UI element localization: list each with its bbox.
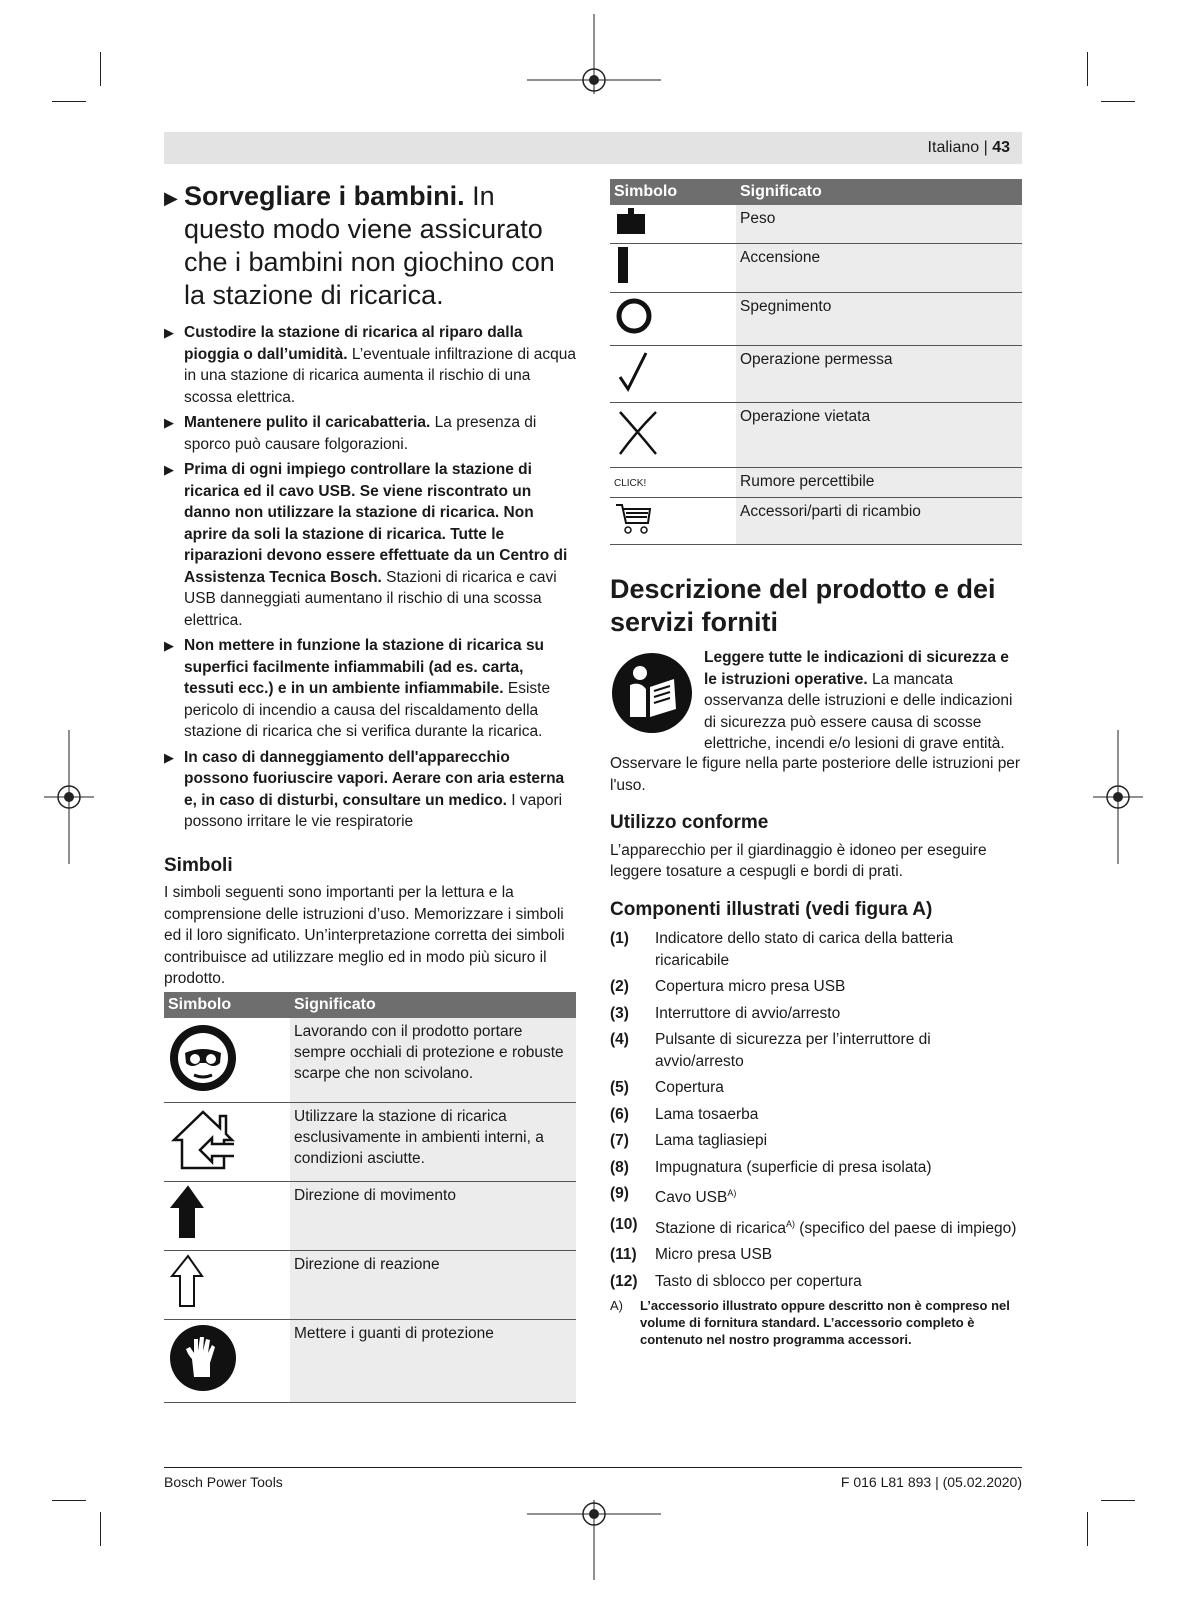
component-number: (6) bbox=[610, 1105, 629, 1123]
component-sup: A) bbox=[727, 1188, 737, 1198]
header-language: Italiano bbox=[927, 139, 980, 156]
bullet-text: I vapori possono irritare le vie respiratorie bbox=[184, 791, 563, 830]
list-item bbox=[610, 1104, 1022, 1126]
crop-mark bbox=[52, 1500, 86, 1501]
component-number: (9) bbox=[610, 1185, 629, 1202]
list-item bbox=[610, 976, 1022, 998]
component-text: Interruttore di avvio/arresto bbox=[655, 1004, 841, 1022]
registration-mark-icon bbox=[527, 14, 661, 124]
list-item bbox=[610, 1183, 1022, 1209]
symbol-cell bbox=[610, 403, 736, 468]
component-text-extra: (specifico del paese di impiego) bbox=[794, 1219, 1017, 1237]
reaction-arrow-icon bbox=[168, 1254, 208, 1310]
component-label bbox=[655, 1077, 724, 1099]
header-page: 43 bbox=[992, 139, 1010, 156]
component-text: Indicatore dello stato di carica della batteria ricaricabile bbox=[655, 930, 954, 969]
table-row bbox=[164, 1018, 576, 1103]
component-number: (8) bbox=[610, 1158, 629, 1176]
symbol-cell bbox=[610, 346, 736, 403]
component-text: Impugnatura (superficie di presa isolata) bbox=[655, 1158, 932, 1176]
bullet-bold: Mantenere pulito il caricabatteria. bbox=[184, 414, 431, 431]
indoor-house-icon bbox=[168, 1106, 238, 1172]
crop-mark bbox=[1087, 52, 1088, 86]
meaning-cell: Accensione bbox=[736, 244, 1022, 293]
read-manual-icon bbox=[610, 651, 694, 735]
page-number bbox=[928, 139, 1010, 157]
bullet-bold: Custodire la stazione di ricarica al riparo dalla pioggia o dall’umidità. bbox=[184, 324, 523, 363]
col-header-meaning: Significato bbox=[290, 992, 576, 1018]
component-label bbox=[655, 1271, 862, 1293]
use-heading: Utilizzo conforme bbox=[610, 812, 769, 833]
bullet-text: La presenza di sporco può causare folgorazioni. bbox=[184, 414, 537, 453]
component-label bbox=[655, 1003, 840, 1025]
use-text: L’apparecchio per il giardinaggio è idoneo per eseguire leggere tosature a cespugli e bordi di prati. bbox=[610, 841, 987, 880]
footer-right: F 016 L81 893 | (05.02.2020) bbox=[840, 1474, 1022, 1490]
table-row bbox=[610, 244, 1022, 293]
symbols-intro: I simboli seguenti sono importanti per la lettura e la comprensione delle istruzioni d’uso. Memorizzare i simboli ed il loro significato. Un’interpretazione corretta dei simboli contribuisce ad utilizzare meglio ed in modo più sicuro il prodotto. bbox=[164, 884, 565, 987]
list-item bbox=[610, 1214, 1022, 1240]
component-sup: A) bbox=[785, 1218, 795, 1229]
symbols-table-right bbox=[610, 179, 1022, 545]
col-header-meaning: Significato bbox=[736, 179, 1022, 205]
crop-mark bbox=[100, 1512, 101, 1546]
power-on-icon bbox=[614, 247, 634, 283]
bullet-triangle-icon: ▶ bbox=[164, 415, 174, 430]
symbols-heading: Simboli bbox=[164, 854, 233, 876]
safety-bullet bbox=[164, 459, 576, 631]
list-item bbox=[610, 928, 1022, 971]
component-label bbox=[655, 1214, 1016, 1240]
table-row bbox=[164, 1319, 576, 1402]
list-item bbox=[610, 1157, 1022, 1179]
lead-warning bbox=[164, 180, 576, 312]
footnote bbox=[610, 1297, 1022, 1348]
table-row bbox=[164, 1102, 576, 1181]
movement-arrow-icon bbox=[168, 1185, 208, 1241]
bullet-text: Stazioni di ricarica e cavi USB danneggiati aumentano il rischio di una scossa elettrica. bbox=[184, 568, 557, 629]
header-separator: | bbox=[983, 139, 988, 156]
footnote-text: L’accessorio illustrato oppure descritto non è compreso nel volume di fornitura standard. L’accessorio completo è contenuto nel nostro programma accessori. bbox=[640, 1298, 1010, 1348]
meaning-cell: Direzione di movimento bbox=[290, 1181, 576, 1250]
footnote-mark: A) bbox=[610, 1298, 623, 1314]
symbol-cell bbox=[164, 1319, 290, 1402]
table-row bbox=[610, 293, 1022, 346]
meaning-cell: Utilizzare la stazione di ricarica esclusivamente in ambienti interni, a condizioni asciutte. bbox=[290, 1102, 576, 1181]
meaning-cell: Accessori/parti di ricambio bbox=[736, 498, 1022, 545]
weight-icon bbox=[614, 208, 648, 234]
meaning-cell: Rumore percettibile bbox=[736, 468, 1022, 498]
table-row bbox=[164, 1181, 576, 1250]
lead-text: In questo modo viene assicurato che i bambini non giochino con la stazione di ricarica. bbox=[184, 181, 555, 310]
bullet-bold: Prima di ogni impiego controllare la stazione di ricarica ed il cavo USB. Se viene riscontrato un danno non utilizzare la stazione di ricarica. Non aprire da soli la stazione di ricarica. Tutte le riparazioni devono essere effettuate da un Centro di Assistenza Tecnica Bosch. bbox=[184, 461, 568, 586]
right-column bbox=[610, 179, 1022, 1348]
col-header-symbol: Simbolo bbox=[610, 179, 736, 205]
list-item bbox=[610, 1130, 1022, 1152]
symbol-cell bbox=[610, 244, 736, 293]
bullet-text: Esiste pericolo di incendio a causa del riscaldamento della stazione di ricarica che si verifica durante la ricarica. bbox=[184, 680, 551, 740]
component-label bbox=[655, 1157, 932, 1179]
component-text: Stazione di ricarica bbox=[655, 1219, 786, 1237]
list-item bbox=[610, 1271, 1022, 1293]
lead-bold: Sorvegliare i bambini. bbox=[184, 181, 465, 211]
safety-bullet bbox=[164, 412, 576, 455]
components-list bbox=[610, 928, 1022, 1292]
component-text: Lama tosaerba bbox=[655, 1105, 759, 1123]
manual-warning bbox=[610, 647, 1022, 752]
click-label: CLICK! bbox=[614, 478, 647, 489]
list-item bbox=[610, 1029, 1022, 1072]
list-item bbox=[610, 1077, 1022, 1099]
symbols-table-left bbox=[164, 992, 576, 1403]
registration-mark-icon bbox=[1093, 730, 1143, 864]
component-text: Cavo USB bbox=[655, 1189, 728, 1207]
component-number: (7) bbox=[610, 1132, 629, 1149]
meaning-cell: Lavorando con il prodotto portare sempre occhiali di protezione e robuste scarpe che non scivolano. bbox=[290, 1018, 576, 1103]
power-off-icon bbox=[614, 296, 654, 336]
footer-left: Bosch Power Tools bbox=[164, 1474, 283, 1490]
component-label bbox=[655, 1183, 736, 1209]
table-row bbox=[610, 498, 1022, 545]
symbol-cell bbox=[164, 1018, 290, 1103]
left-column bbox=[164, 180, 576, 1403]
component-label bbox=[655, 1104, 758, 1126]
crop-mark bbox=[1087, 1512, 1088, 1546]
meaning-cell: Direzione di reazione bbox=[290, 1250, 576, 1319]
shopping-cart-icon bbox=[614, 501, 654, 535]
component-text: Pulsante di sicurezza per l’interruttore di avvio/arresto bbox=[655, 1031, 931, 1070]
component-number: (4) bbox=[610, 1031, 629, 1048]
component-number: (11) bbox=[610, 1246, 637, 1264]
symbol-cell bbox=[610, 293, 736, 346]
component-number: (1) bbox=[610, 930, 629, 947]
component-number: (5) bbox=[610, 1079, 629, 1096]
gloves-icon bbox=[168, 1323, 238, 1393]
list-item bbox=[610, 1003, 1022, 1025]
components-heading: Componenti illustrati (vedi figura A) bbox=[610, 898, 933, 920]
component-label bbox=[655, 1029, 1022, 1072]
component-label bbox=[655, 1244, 772, 1266]
crop-mark bbox=[1101, 1500, 1135, 1501]
component-label bbox=[655, 1130, 767, 1152]
table-row bbox=[610, 205, 1022, 244]
safety-bullet bbox=[164, 322, 576, 408]
symbol-cell bbox=[610, 205, 736, 244]
list-item bbox=[610, 1244, 1022, 1266]
col-header-symbol: Simbolo bbox=[164, 992, 290, 1018]
crop-mark bbox=[1101, 101, 1135, 102]
component-number: (12) bbox=[610, 1272, 638, 1290]
section-title: Descrizione del prodotto e dei servizi forniti bbox=[610, 574, 996, 637]
bullet-triangle-icon: ▶ bbox=[164, 188, 178, 208]
table-row bbox=[610, 403, 1022, 468]
bullet-bold: Non mettere in funzione la stazione di ricarica su superfici facilmente infiammabili (ad es. carta, tessuti ecc.) e in un ambiente infiammabile. bbox=[184, 637, 545, 697]
component-number: (2) bbox=[610, 978, 629, 995]
component-text: Lama tagliasiepi bbox=[655, 1132, 768, 1149]
symbol-cell bbox=[164, 1102, 290, 1181]
meaning-cell: Mettere i guanti di protezione bbox=[290, 1319, 576, 1402]
component-text: Tasto di sblocco per copertura bbox=[655, 1272, 862, 1290]
component-text: Copertura bbox=[655, 1079, 724, 1096]
bullet-triangle-icon: ▶ bbox=[164, 462, 174, 477]
table-row bbox=[164, 1250, 576, 1319]
bullet-triangle-icon: ▶ bbox=[164, 638, 174, 653]
safety-goggles-icon bbox=[168, 1023, 238, 1093]
footer-rule bbox=[164, 1467, 1022, 1468]
bullet-bold: In caso di danneggiamento dell'apparecchio possono fuoriuscire vapori. Aerare con aria esterna e, in caso di disturbi, consultare un medico. bbox=[184, 748, 565, 809]
bullet-triangle-icon: ▶ bbox=[164, 749, 174, 765]
symbol-cell bbox=[164, 1181, 290, 1250]
component-label bbox=[655, 928, 1022, 971]
symbol-cell bbox=[164, 1250, 290, 1319]
figures-note: Osservare le figure nella parte posteriore delle istruzioni per l'uso. bbox=[610, 755, 1021, 794]
symbol-cell bbox=[610, 498, 736, 545]
page-header bbox=[164, 132, 1022, 164]
component-number: (10) bbox=[610, 1215, 638, 1233]
safety-bullets bbox=[164, 322, 576, 833]
bullet-triangle-icon: ▶ bbox=[164, 325, 174, 340]
manual-text: La mancata osservanza delle istruzioni e delle indicazioni di sicurezza può essere causa di scosse elettriche, incendi e/o lesioni di grave entità. bbox=[704, 670, 1013, 752]
component-text: Copertura micro presa USB bbox=[655, 978, 846, 995]
checkmark-icon bbox=[614, 349, 654, 393]
component-label bbox=[655, 976, 845, 998]
meaning-cell: Operazione permessa bbox=[736, 346, 1022, 403]
meaning-cell: Spegnimento bbox=[736, 293, 1022, 346]
registration-mark-icon bbox=[527, 1470, 661, 1580]
safety-bullet bbox=[164, 635, 576, 743]
meaning-cell: Operazione vietata bbox=[736, 403, 1022, 468]
component-text: Micro presa USB bbox=[655, 1246, 773, 1264]
manual-bold: Leggere tutte le indicazioni di sicurezza e le istruzioni operative. bbox=[704, 649, 1009, 688]
table-row bbox=[610, 468, 1022, 498]
table-row bbox=[610, 346, 1022, 403]
meaning-cell: Peso bbox=[736, 205, 1022, 244]
safety-bullet bbox=[164, 747, 576, 833]
crop-mark bbox=[100, 52, 101, 86]
cross-icon bbox=[614, 406, 662, 458]
bullet-text: L’eventuale infiltrazione di acqua in una stazione di ricarica aumenta il rischio di una scossa elettrica. bbox=[184, 345, 576, 406]
component-number: (3) bbox=[610, 1004, 629, 1022]
crop-mark bbox=[52, 101, 86, 102]
symbol-cell bbox=[610, 468, 736, 498]
registration-mark-icon bbox=[44, 730, 94, 864]
